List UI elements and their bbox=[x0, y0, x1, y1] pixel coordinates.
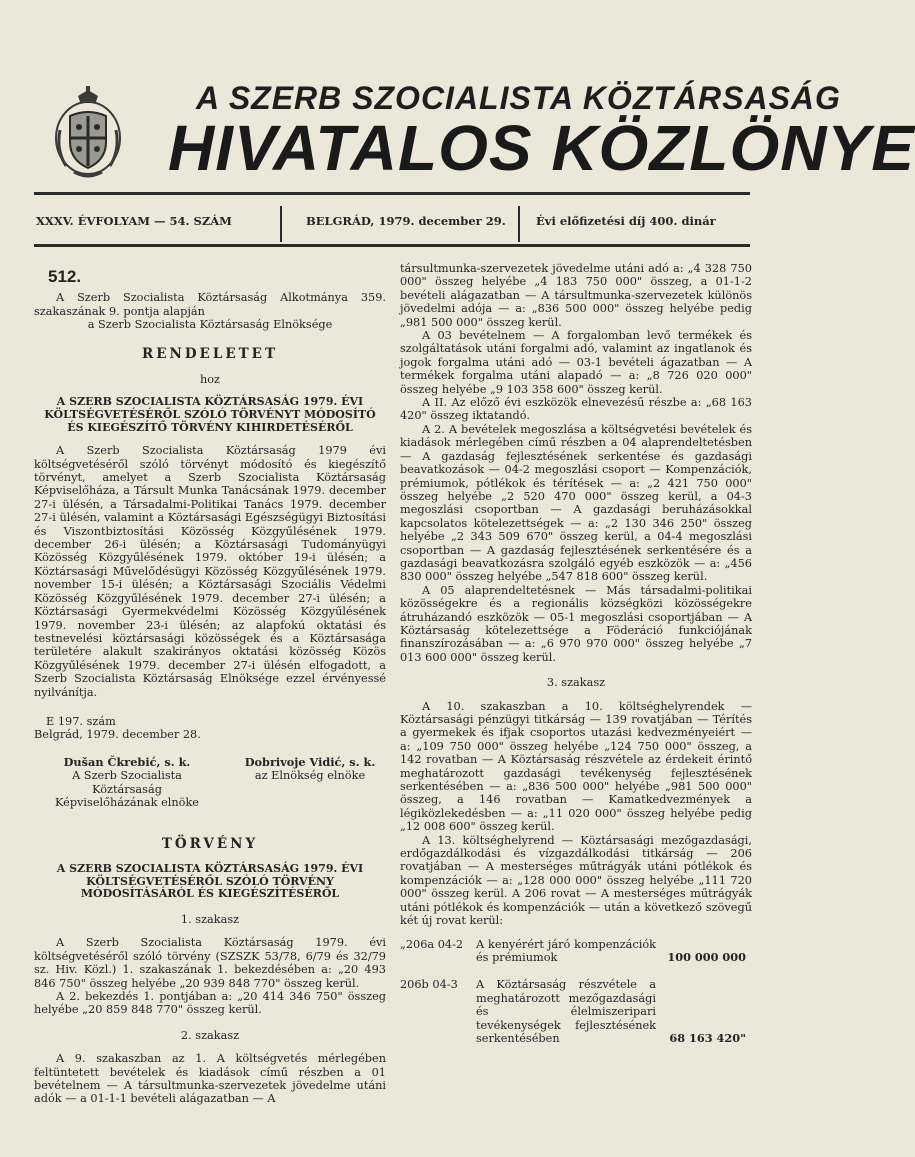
coat-of-arms-icon bbox=[52, 86, 124, 182]
section-paragraph: A 05 alaprendeltetésnek — Más társadalmi-politikai közösségekre és a regionális községközi közösségekre átruházandó eszközök — 05-1 megoszlási csoportjában — A Köztársaság kötelezettsége a Föderáció funkciójának finanszírozásában — a: „6 970 970 000" összeg helyébe „7 013 600 000" összeg kerül. bbox=[400, 583, 752, 664]
issuer-text: a Szerb Szocialista Köztársaság Elnöksége bbox=[87, 318, 333, 332]
law-title: A SZERB SZOCIALISTA KÖZTÁRSASÁG 1979. ÉVI KÖLTSÉGVETÉSÉRŐL SZÓLÓ TÖRVÉNY MÓDOSÍTÁSÁRÓL ÉS KIEGÉSZÍTÉSÉRŐL bbox=[56, 862, 364, 901]
bottom-rule bbox=[34, 244, 750, 247]
item-code: „206a 04-2 bbox=[400, 937, 464, 951]
item-amount: 68 163 420" bbox=[669, 1031, 746, 1046]
item-text: A kenyérért járó kompenzációk és prémiumok bbox=[476, 937, 656, 964]
item-text: A Köztársaság részvétele a meghatározott mezőgazdasági és élelmiszeripari tevékenységek fejlesztésének serkentésében bbox=[476, 978, 656, 1045]
masthead-title-line2: HIVATALOS KÖZLÖNYE bbox=[168, 112, 915, 184]
signatory-role: A Szerb Szocialista Köztársaság Képviselőházának elnöke bbox=[55, 769, 199, 809]
section-heading: 1. szakasz bbox=[180, 912, 240, 926]
header-divider bbox=[280, 206, 282, 242]
section-paragraph: társultmunka-szervezetek jövedelme utáni adó a: „4 328 750 000" összeg helyébe „4 183 750 000" összeg, a 01-1-2 bevételi alágazatban — A társultmunka-szervezetek különös jövedelmi adója — a: „836 500 000" összeg helyébe pedig „981 500 000" összeg kerül. bbox=[400, 262, 752, 329]
place-date: BELGRÁD, 1979. december 29. bbox=[306, 214, 506, 228]
law-heading: TÖRVÉNY bbox=[161, 835, 259, 852]
decree-title: A SZERB SZOCIALISTA KÖZTÁRSASÁG 1979. ÉVI KÖLTSÉGVETÉSÉRŐL SZÓLÓ TÖRVÉNYT MÓDOSÍTÓ ÉS KIEGÉSZÍTŐ TÖRVÉNY KIHIRDETÉSÉRŐL bbox=[44, 395, 376, 434]
signatures bbox=[34, 756, 386, 816]
section-paragraph: A 03 bevételnem — A forgalomban levő termékek és szolgáltatások utáni forgalmi adó, valamint az ingatlanok és jogok forgalma utáni adó — 03-1 bevételi ágazatban — A termékek forgalma utáni alapadó — a: „8 726 020 000" összeg helyébe „9 103 358 600" összeg kerül. bbox=[400, 329, 752, 396]
intro-text: A Szerb Szocialista Köztársaság Alkotmánya 359. szakaszának 9. pontja alapján bbox=[34, 291, 386, 318]
signatory-name: Dušan Čkrebić, s. k. bbox=[63, 754, 191, 769]
section-paragraph: A 10. szakaszban a 10. költséghelyrendek — Köztársasági pénzügyi titkárság — 139 rovatjában — Térítés a gyermekek és ifjak csoportos utazási kedvezményeiért — a: „109 750 000" összeg helyébe „124 750 000" összeg, a 142 rovatban — A Köztársaság részvétele az érdekeit érintő meghatározott gazdasági tevékenység fejlesztésének serkentésében — a: „836 500 000" helyébe „981 500 000" összeg, a 146 rovatban — Kamatkedvezmények a légiközlekedésben — a: „11 020 000" összeg helyébe pedig „12 008 600" összeg kerül. bbox=[400, 699, 752, 834]
section-heading: 2. szakasz bbox=[180, 1028, 240, 1042]
section-paragraph: A 13. költséghelyrend — Köztársasági mezőgazdasági, erdőgazdálkodási és vízgazdálkodási titkárság — 206 rovatjában — A mesterséges műtrágyák utáni pótlékok és kompenzációk — a: „128 000 000" összeg helyébe „111 720 000" összeg kerül. A 206 rovat — A mesterséges műtrágyák utáni pótlékok és kompenzációk — után a következő szövegű két új rovat kerül: bbox=[400, 833, 752, 928]
section-paragraph: A II. Az előző évi eszközök elnevezésű részbe a: „68 163 420" összeg iktatandó. bbox=[400, 396, 752, 423]
reference-number: E 197. szám bbox=[46, 714, 116, 728]
signatory-role: az Elnökség elnöke bbox=[254, 769, 366, 783]
masthead-title-line1: A SZERB SZOCIALISTA KÖZTÁRSASÁG bbox=[196, 80, 841, 116]
reference-date: Belgrád, 1979. december 28. bbox=[34, 728, 201, 742]
right-column bbox=[400, 262, 752, 1045]
header-divider bbox=[518, 206, 520, 242]
budget-item bbox=[400, 978, 752, 1045]
decree-hoz: hoz bbox=[199, 373, 221, 387]
subscription-fee: Évi előfizetési díj 400. dinár bbox=[536, 214, 716, 228]
signatory-name: Dobrivoje Vidić, s. k. bbox=[244, 754, 376, 769]
signature-right bbox=[230, 756, 390, 783]
signature-left bbox=[42, 756, 212, 810]
section-heading: 3. szakasz bbox=[546, 676, 606, 690]
section-paragraph: A Szerb Szocialista Köztársaság 1979. évi költségvetéséről szóló törvény (SZSZK 53/78, 6/79 és 32/79 sz. Hiv. Közl.) 1. szakaszának 1. bekezdésében a: „20 493 846 750" összeg helyébe „20 939 848 770" összeg kerül. bbox=[34, 936, 386, 990]
decree-body: A Szerb Szocialista Köztársaság 1979 évi költségvetéséről szóló törvényt módosító és kiegészítő törvényt, amelyet a Szerb Szocialista Köztársaság Képviselőháza, a Társult Munka Tanácsának 1979. december 27-i ülésén, a Társadalmi-Politikai Tanács 1979. december 27-i ülésén, valamint a Köztársasági Egészségügyi Biztosítási és Viszontbiztosítási Közösség Közgyűlésének 1979. december 26-i ülésén; a Köztársasági Tudományügyi Közösség Közgyűlésének 1979. október 19-i ülésén; a Köztársasági Művelődésügyi Közösség Közgyűlésének 1979. november 15-i ülésén; a Köztársasági Szociális Védelmi Közösség Közgyűlésének 1979. december 27-i ülésén; a Köztársasági Gyermekvédelmi Közösség Közgyűlésének 1979. november 23-i ülésén; az alapfokú oktatási és testnevelési köztársasági közösségek és a Köztársasága területére alakult szakirányos oktatási közösség Közös Közgyűlésének 1979. december 27-i ülésén elfogadott, a Szerb Szocialista Köztársaság Elnöksége ezzel érvényessé nyilvánítja. bbox=[34, 444, 386, 699]
section-paragraph: A 2. bekezdés 1. pontjában a: „20 414 346 750" összeg helyébe „20 859 848 770" összeg kerül. bbox=[34, 989, 386, 1017]
issue-header bbox=[34, 206, 750, 244]
decree-heading: RENDELETET bbox=[141, 345, 278, 362]
section-paragraph: A 2. A bevételek megoszlása a költségvetési bevételek és kiadások mérlegében című részben a 04 alaprendeltetésben — A gazdaság fejlesztésének serkentése és gazdasági beavatkozások — 04-2 megoszlási csoport — Kompenzációk, prémiumok, pótlékok és térítések — a: „2 421 750 000" összeg helyébe „2 520 470 000" összeg kerül, a 04-3 megoszlási csoportban — A gazdasági beruházásokkal kapcsolatos kötelezettségek — a: „2 130 346 250" összeg helyébe „2 343 509 670" összeg kerül, a 04-4 megoszlási csoportban — A gazdaság fejlesztésének serkentésére és a gazdasági beavatkozásra szolgáló egyéb eszközök — a: „456 830 000" összeg helyébe „547 818 600" összeg kerül. bbox=[400, 422, 752, 584]
item-amount: 100 000 000 bbox=[667, 949, 746, 964]
top-rule bbox=[34, 192, 750, 195]
item-code: 206b 04-3 bbox=[400, 978, 458, 992]
section-paragraph: A 9. szakaszban az 1. A költségvetés mérlegében feltüntetett bevételek és kiadások című részben a 01 bevételnem — A társultmunka-szervezetek jövedelme utáni adók — a 01-1-1 bevételi alágazatban — A bbox=[34, 1052, 386, 1106]
left-column bbox=[34, 262, 386, 1106]
budget-item bbox=[400, 938, 752, 965]
act-number: 512. bbox=[48, 267, 82, 286]
volume-number: XXXV. ÉVFOLYAM — 54. SZÁM bbox=[36, 214, 232, 228]
